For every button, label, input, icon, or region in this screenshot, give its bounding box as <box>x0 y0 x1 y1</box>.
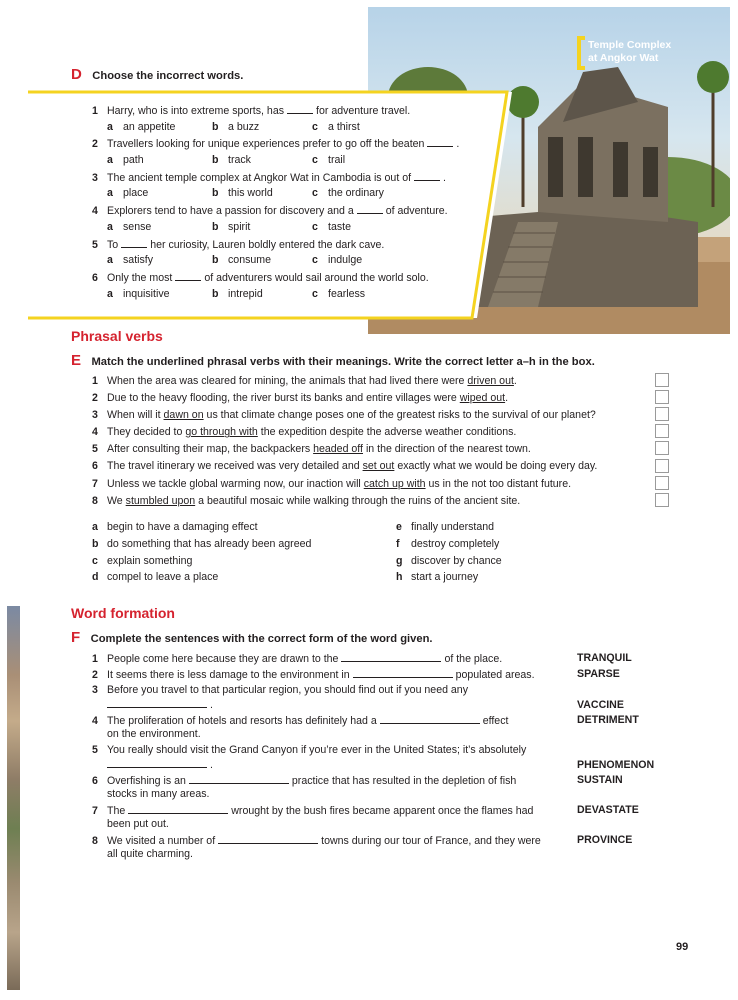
option-b[interactable] <box>212 121 259 134</box>
option-text: intrepid <box>228 287 263 300</box>
meaning-text: begin to have a damaging effect <box>107 521 258 533</box>
item-text-line2: . <box>210 758 213 771</box>
option-text: trail <box>328 154 346 167</box>
options-row <box>92 254 492 271</box>
item-text-start: The travel itinerary we received was very detailed and <box>107 460 360 473</box>
option-letter: a <box>107 220 113 233</box>
item-text-line2: . <box>210 698 213 711</box>
question-text-end: for adventure travel. <box>316 105 411 117</box>
options-row <box>92 121 492 138</box>
item-text-start: We visited a number of <box>107 835 216 847</box>
option-letter: b <box>212 187 219 200</box>
meanings-left <box>92 521 311 588</box>
question-item <box>92 137 492 154</box>
item-text-start: You really should visit the Grand Canyon if you’re ever in the United States; it’s absolutely <box>107 744 527 756</box>
meaning-letter: a <box>92 521 98 533</box>
item-text-line2: all quite charming. <box>107 847 193 860</box>
keyword: SUSTAIN <box>577 774 623 786</box>
item-number: 3 <box>92 684 98 696</box>
option-letter: a <box>107 254 113 267</box>
question-item <box>92 104 492 121</box>
answer-box[interactable] <box>655 373 669 387</box>
question-item <box>92 271 492 288</box>
meaning-text: discover by chance <box>411 554 502 567</box>
answer-blank[interactable] <box>121 238 147 248</box>
answer-blank[interactable] <box>107 758 207 768</box>
phrasal-item <box>92 443 597 460</box>
option-text: consume <box>228 254 271 267</box>
phrasal-item <box>92 392 597 409</box>
keyword: TRANQUIL <box>577 652 632 664</box>
item-text-start: They decided to <box>107 426 183 439</box>
section-e-header <box>71 352 595 370</box>
answer-blank[interactable] <box>128 804 228 814</box>
item-text-end: towns during our tour of France, and they were <box>321 835 541 847</box>
question-text-start: Harry, who is into extreme sports, has <box>107 105 285 117</box>
photo-caption-line1: Temple Complex <box>588 39 672 51</box>
section-d-instruction: Choose the incorrect words. <box>92 70 244 82</box>
meaning-item <box>92 555 311 572</box>
item-text-end: us in the not too distant future. <box>428 477 572 490</box>
section-e-letter: E <box>71 352 82 369</box>
item-text-start: It seems there is less damage to the environment in <box>107 669 350 681</box>
underlined-phrasal-verb: go through with <box>185 426 258 439</box>
question-number: 5 <box>92 238 98 251</box>
item-number: 7 <box>92 805 98 817</box>
meaning-letter: c <box>92 554 98 567</box>
meaning-letter: f <box>396 537 400 550</box>
keyword: PROVINCE <box>577 834 633 846</box>
item-text-end: us that climate change poses one of the greatest risks to the survival of our planet? <box>206 409 596 422</box>
option-letter: b <box>212 287 219 300</box>
option-c[interactable] <box>312 288 365 301</box>
item-text-end: practice that has resulted in the depletion of fish <box>291 775 517 787</box>
item-number: 3 <box>92 409 98 422</box>
option-a[interactable] <box>107 254 153 267</box>
option-letter: c <box>312 254 318 267</box>
option-letter: c <box>312 287 318 300</box>
word-formation-item <box>92 668 732 682</box>
item-number: 6 <box>92 460 98 473</box>
answer-box[interactable] <box>655 407 669 421</box>
item-number: 4 <box>92 715 98 727</box>
item-text-start: Overfishing is an <box>107 775 186 787</box>
phrasal-item <box>92 409 597 426</box>
option-b[interactable] <box>212 221 250 234</box>
item-text-line2: on the environment. <box>107 727 201 740</box>
answer-box[interactable] <box>655 424 669 438</box>
option-text: the ordinary <box>328 187 384 200</box>
answer-blank[interactable] <box>357 204 383 214</box>
item-number: 2 <box>92 669 98 681</box>
option-b[interactable] <box>212 187 273 200</box>
question-item <box>92 204 492 221</box>
item-text-end: wrought by the bush fires became apparent once the flames had <box>231 805 534 817</box>
option-text: spirit <box>228 220 251 233</box>
option-letter: b <box>212 220 219 233</box>
option-text: inquisitive <box>123 287 170 300</box>
underlined-phrasal-verb: wiped out <box>459 392 506 405</box>
option-letter: a <box>107 120 113 133</box>
meaning-item <box>396 521 502 538</box>
answer-blank[interactable] <box>414 171 440 181</box>
keyword: DEVASTATE <box>577 804 639 816</box>
option-text: a thirst <box>328 120 360 133</box>
meaning-letter: b <box>92 537 99 550</box>
question-number: 6 <box>92 271 98 284</box>
item-text-start: The <box>107 805 126 817</box>
option-letter: b <box>212 154 219 167</box>
meaning-item <box>396 555 502 572</box>
option-letter: c <box>312 154 318 167</box>
meaning-letter: g <box>396 554 403 567</box>
underlined-phrasal-verb: dawn on <box>163 409 204 422</box>
meaning-text: compel to leave a place <box>107 571 219 584</box>
side-photo-strip <box>7 606 20 990</box>
option-a[interactable] <box>107 288 170 301</box>
phrasal-verbs-heading: Phrasal verbs <box>71 328 163 344</box>
option-text: path <box>123 154 144 167</box>
item-number: 7 <box>92 477 98 490</box>
underlined-phrasal-verb: driven out <box>467 375 514 387</box>
underlined-phrasal-verb: set out <box>362 460 395 473</box>
item-text-end: . <box>505 392 509 405</box>
answer-box[interactable] <box>655 493 669 507</box>
question-number: 2 <box>92 138 98 151</box>
meaning-letter: d <box>92 571 99 584</box>
item-number: 4 <box>92 426 98 439</box>
option-letter: c <box>312 187 318 200</box>
meaning-letter: h <box>396 571 403 584</box>
underlined-phrasal-verb: stumbled upon <box>125 494 196 507</box>
item-text-start: Due to the heavy flooding, the river burst its banks and entire villages were <box>107 392 457 405</box>
answer-blank[interactable] <box>380 714 480 724</box>
answer-blank[interactable] <box>218 834 318 844</box>
option-c[interactable] <box>312 221 351 234</box>
option-a[interactable] <box>107 121 175 134</box>
item-text-end: in the direction of the nearest town. <box>365 443 531 456</box>
answer-blank[interactable] <box>107 698 207 708</box>
option-text: an appetite <box>123 120 176 133</box>
options-row <box>92 288 492 305</box>
item-number: 8 <box>92 494 98 507</box>
item-number: 5 <box>92 744 98 756</box>
question-text-start: The ancient temple complex at Angkor Wat in Cambodia is out of <box>107 171 412 184</box>
section-e-instruction: Match the underlined phrasal verbs with their meanings. Write the correct letter a–h in the box. <box>91 356 595 368</box>
question-text-start: Only the most <box>107 271 173 284</box>
item-number: 1 <box>92 375 98 387</box>
answer-blank[interactable] <box>287 104 313 114</box>
phrasal-item <box>92 426 597 443</box>
word-formation-heading: Word formation <box>71 605 175 621</box>
word-formation-item <box>92 774 732 801</box>
item-number: 2 <box>92 392 98 405</box>
meaning-text: finally understand <box>411 521 495 533</box>
option-b[interactable] <box>212 254 271 267</box>
section-d-list <box>92 104 492 304</box>
meanings-right <box>396 521 502 588</box>
options-row <box>92 221 492 238</box>
word-formation-item <box>92 714 732 741</box>
section-e-list <box>92 375 597 512</box>
section-d-header <box>71 66 243 84</box>
question-text-end: of adventure. <box>385 205 448 218</box>
option-letter: c <box>312 220 318 233</box>
keyword: VACCINE <box>577 699 624 711</box>
item-text-start: After consulting their map, the backpackers <box>107 443 311 456</box>
answer-blank[interactable] <box>353 668 453 678</box>
meaning-text: do something that has already been agreed <box>107 537 312 550</box>
question-number: 4 <box>92 205 98 218</box>
option-letter: b <box>212 254 219 267</box>
underlined-phrasal-verb: catch up with <box>363 477 426 490</box>
word-formation-item <box>92 652 732 666</box>
meaning-item <box>92 521 311 538</box>
meaning-text: start a journey <box>411 571 479 584</box>
options-row <box>92 154 492 171</box>
question-text-start: Travellers looking for unique experiences prefer to go off the beaten <box>107 138 425 151</box>
keyword: SPARSE <box>577 668 620 680</box>
item-text-start: We <box>107 494 123 507</box>
option-text: taste <box>328 220 351 233</box>
keyword: DETRIMENT <box>577 714 639 726</box>
options-row <box>92 187 492 204</box>
option-c[interactable] <box>312 154 345 167</box>
item-text-start: Before you travel to that particular region, you should find out if you need any <box>107 684 468 696</box>
option-letter: b <box>212 120 219 133</box>
section-f-header <box>71 629 433 647</box>
meaning-item <box>92 538 311 555</box>
option-c[interactable] <box>312 254 362 267</box>
section-f-instruction: Complete the sentences with the correct form of the word given. <box>90 633 433 645</box>
keyword: PHENOMENON <box>577 759 655 771</box>
question-item <box>92 171 492 188</box>
option-text: indulge <box>328 254 363 267</box>
answer-blank[interactable] <box>427 137 453 147</box>
photo-caption-line2: at Angkor Wat <box>588 52 659 64</box>
question-text-end: her curiosity, Lauren boldly entered the dark cave. <box>150 238 385 251</box>
question-number: 3 <box>92 171 98 184</box>
answer-box[interactable] <box>655 441 669 455</box>
answer-blank[interactable] <box>189 774 289 784</box>
question-text-end: . <box>456 138 460 151</box>
underlined-phrasal-verb: headed off <box>313 443 363 456</box>
page-number: 99 <box>676 941 689 953</box>
meaning-text: destroy completely <box>411 537 500 550</box>
item-text-start: When the area was cleared for mining, the animals that had lived there were <box>107 375 465 387</box>
item-text-end: of the place. <box>444 653 503 665</box>
option-c[interactable] <box>312 121 360 134</box>
option-a[interactable] <box>107 221 151 234</box>
item-text-start: The proliferation of hotels and resorts has definitely had a <box>107 715 377 727</box>
answer-blank[interactable] <box>341 652 441 662</box>
item-text-line2: stocks in many areas. <box>107 787 210 800</box>
option-text: fearless <box>328 287 366 300</box>
option-text: satisfy <box>123 254 154 267</box>
item-text-start: People come here because they are drawn to the <box>107 653 339 665</box>
word-formation-item <box>92 834 732 861</box>
option-a[interactable] <box>107 187 148 200</box>
question-text-end: of adventurers would sail around the world solo. <box>204 271 429 284</box>
word-formation-item <box>92 804 732 831</box>
item-text-start: When will it <box>107 409 161 422</box>
item-number: 5 <box>92 443 98 456</box>
item-text-end: populated areas. <box>455 669 535 681</box>
item-number: 6 <box>92 775 98 787</box>
section-f-letter: F <box>71 629 81 646</box>
item-number: 8 <box>92 835 98 847</box>
answer-box[interactable] <box>655 459 669 473</box>
question-text-start: To <box>107 238 119 251</box>
option-a[interactable] <box>107 154 144 167</box>
item-text-start: Unless we tackle global warming now, our inaction will <box>107 477 361 490</box>
meaning-item <box>396 571 502 588</box>
option-b[interactable] <box>212 154 251 167</box>
option-letter: c <box>312 120 318 133</box>
question-text-end: . <box>443 171 446 184</box>
word-formation-item <box>92 684 732 711</box>
option-letter: a <box>107 287 113 300</box>
item-text-end: . <box>513 375 517 387</box>
meaning-text: explain something <box>107 554 193 567</box>
option-text: sense <box>123 220 152 233</box>
meaning-letter: e <box>396 521 402 533</box>
item-text-end: exactly what we would be doing every day. <box>397 460 598 473</box>
option-letter: a <box>107 187 113 200</box>
item-number: 1 <box>92 653 98 665</box>
phrasal-item <box>92 495 597 512</box>
item-text-line2: been put out. <box>107 817 169 830</box>
item-text-end: a beautiful mosaic while walking through the ruins of the ancient site. <box>198 494 521 507</box>
phrasal-item <box>92 375 597 392</box>
item-text-end: the expedition despite the adverse weather conditions. <box>260 426 517 439</box>
option-letter: a <box>107 154 113 167</box>
option-text: track <box>228 154 251 167</box>
option-c[interactable] <box>312 187 384 200</box>
option-text: a buzz <box>228 120 260 133</box>
question-text-start: Explorers tend to have a passion for discovery and a <box>107 205 354 218</box>
section-d-letter: D <box>71 66 82 83</box>
answer-box[interactable] <box>655 476 669 490</box>
option-text: this world <box>228 187 273 200</box>
meaning-item <box>92 571 311 588</box>
question-item <box>92 238 492 255</box>
phrasal-item <box>92 478 597 495</box>
word-formation-item <box>92 744 732 771</box>
phrasal-item <box>92 460 597 477</box>
question-number: 1 <box>92 105 98 117</box>
option-text: place <box>123 187 149 200</box>
option-b[interactable] <box>212 288 263 301</box>
meaning-item <box>396 538 502 555</box>
answer-blank[interactable] <box>175 271 201 281</box>
answer-box[interactable] <box>655 390 669 404</box>
item-text-end: effect <box>482 715 509 727</box>
